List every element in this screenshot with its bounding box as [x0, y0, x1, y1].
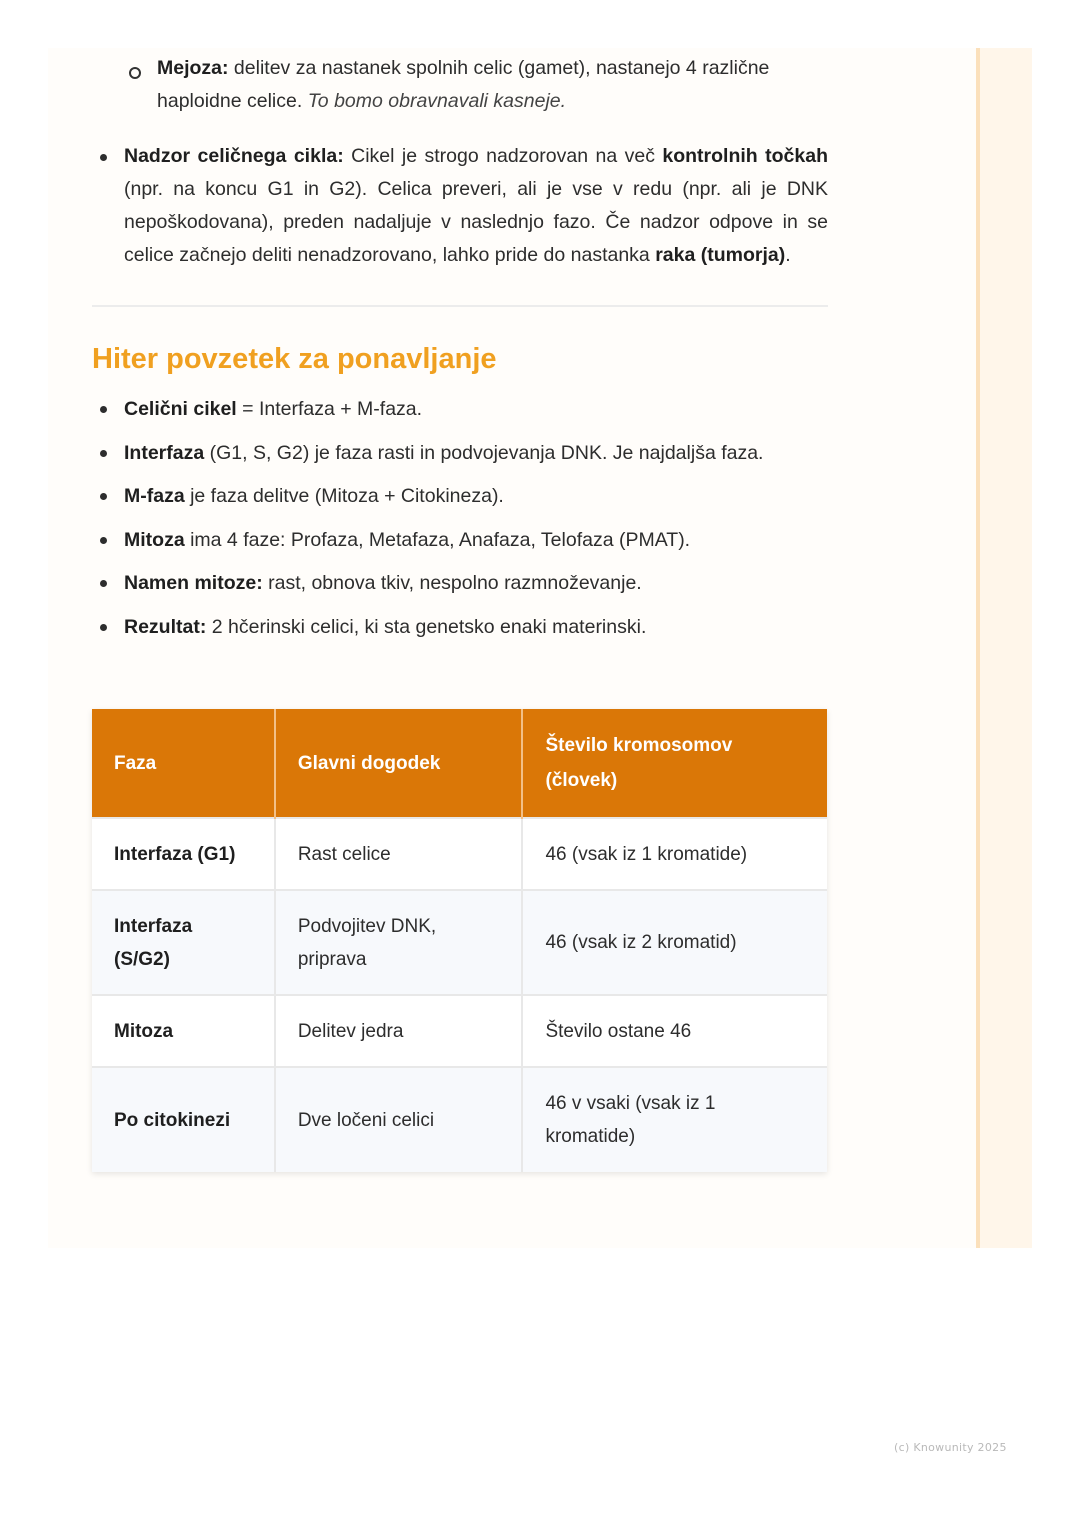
bullet-dot-icon	[100, 624, 107, 631]
bullet-dot-icon	[100, 537, 107, 544]
content	[92, 48, 828, 655]
bullet-checkpoint	[124, 140, 828, 272]
summary-item-text: je faza delitve (Mitoza + Citokineza).	[184, 485, 504, 508]
summary-item	[124, 480, 828, 524]
cell-event: Podvojitev DNK, priprava	[275, 890, 523, 995]
summary-item-text: (G1, S, G2) je faza rasti in podvojevanja DNK. Je najdaljša faza.	[204, 441, 764, 464]
summary-item	[124, 437, 828, 481]
bullet-dot-icon	[100, 406, 107, 413]
cell-phase: Interfaza (S/G2)	[92, 890, 275, 995]
table-row	[92, 1067, 827, 1172]
sub-bullet-italic: To bomo obravnavali kasneje.	[307, 90, 567, 112]
summary-item	[124, 524, 828, 568]
checkpoint-text-3: .	[785, 244, 791, 266]
column-header-phase: Faza	[92, 709, 275, 818]
cell-event: Dve ločeni celici	[275, 1067, 523, 1172]
summary-item-text: 2 hčerinski celici, ki sta genetsko enaki materinski.	[206, 615, 647, 638]
summary-item	[124, 567, 828, 611]
summary-item-text: = Interfaza + M-faza.	[236, 398, 423, 420]
checkpoint-label: Nadzor celičnega cikla:	[124, 145, 344, 167]
checkpoint-text-2: (npr. na koncu G1 in G2). Celica preveri, ali je vse v redu (npr. ali je DNK nepoškodovana), preden nadaljuje v naslednjo fazo. Če nadzor odpove in se celice začnejo deliti nenadzorovano, lahko pride do nastanka	[124, 178, 828, 266]
cell-chromosomes: 46 (vsak iz 2 kromatid)	[522, 890, 827, 995]
summary-item-label: Celični cikel	[124, 398, 237, 420]
summary-item-label: Interfaza	[124, 441, 205, 464]
checkpoint-text-1: Cikel je strogo nadzorovan na več	[343, 145, 663, 167]
summary-item-text: rast, obnova tkiv, nespolno razmnoževanje.	[262, 572, 642, 595]
column-header-event: Glavni dogodek	[275, 709, 523, 818]
summary-item-label: M-faza	[124, 485, 185, 508]
summary-item-label: Namen mitoze:	[124, 572, 263, 595]
cell-chromosomes: 46 v vsaki (vsak iz 1 kromatide)	[522, 1067, 827, 1172]
summary-item-label: Mitoza	[124, 528, 185, 551]
copyright-footer: (c) Knowunity 2025	[894, 1441, 1007, 1454]
summary-item-label: Rezultat:	[124, 615, 207, 638]
table-row	[92, 818, 827, 890]
section-divider	[92, 305, 828, 307]
table-row	[92, 995, 827, 1067]
cell-phase: Mitoza	[92, 995, 275, 1067]
table-row	[92, 890, 827, 995]
sub-bullet-label: Mejoza:	[157, 57, 229, 79]
bullet-dot-icon	[100, 450, 107, 457]
phase-table	[92, 709, 827, 1172]
column-header-chromosomes: Število kromosomov (človek)	[522, 709, 827, 818]
side-strip	[976, 48, 1032, 1248]
sub-bullet-text: delitev za nastanek spolnih celic (gamet), nastanejo 4 različne haploidne celice.	[157, 57, 770, 112]
bullet-dot-icon	[100, 154, 107, 161]
checkpoint-bold-2: raka (tumorja)	[655, 244, 786, 266]
summary-list	[92, 393, 828, 655]
cell-event: Rast celice	[275, 818, 523, 890]
summary-item	[124, 611, 828, 655]
table-header-row	[92, 709, 827, 818]
cell-phase: Interfaza (G1)	[92, 818, 275, 890]
cell-chromosomes: Število ostane 46	[522, 995, 827, 1067]
summary-item-text: ima 4 faze: Profaza, Metafaza, Anafaza, Telofaza (PMAT).	[184, 528, 691, 551]
bullet-dot-icon	[100, 493, 107, 500]
circle-bullet-icon	[129, 67, 141, 79]
sub-bullet-meiosis	[157, 48, 828, 118]
cell-phase: Po citokinezi	[92, 1067, 275, 1172]
summary-heading: Hiter povzetek za ponavljanje	[92, 343, 497, 375]
bullet-dot-icon	[100, 580, 107, 587]
checkpoint-bold-1: kontrolnih točkah	[662, 145, 828, 167]
cell-chromosomes: 46 (vsak iz 1 kromatide)	[522, 818, 827, 890]
summary-item	[124, 393, 828, 437]
cell-event: Delitev jedra	[275, 995, 523, 1067]
